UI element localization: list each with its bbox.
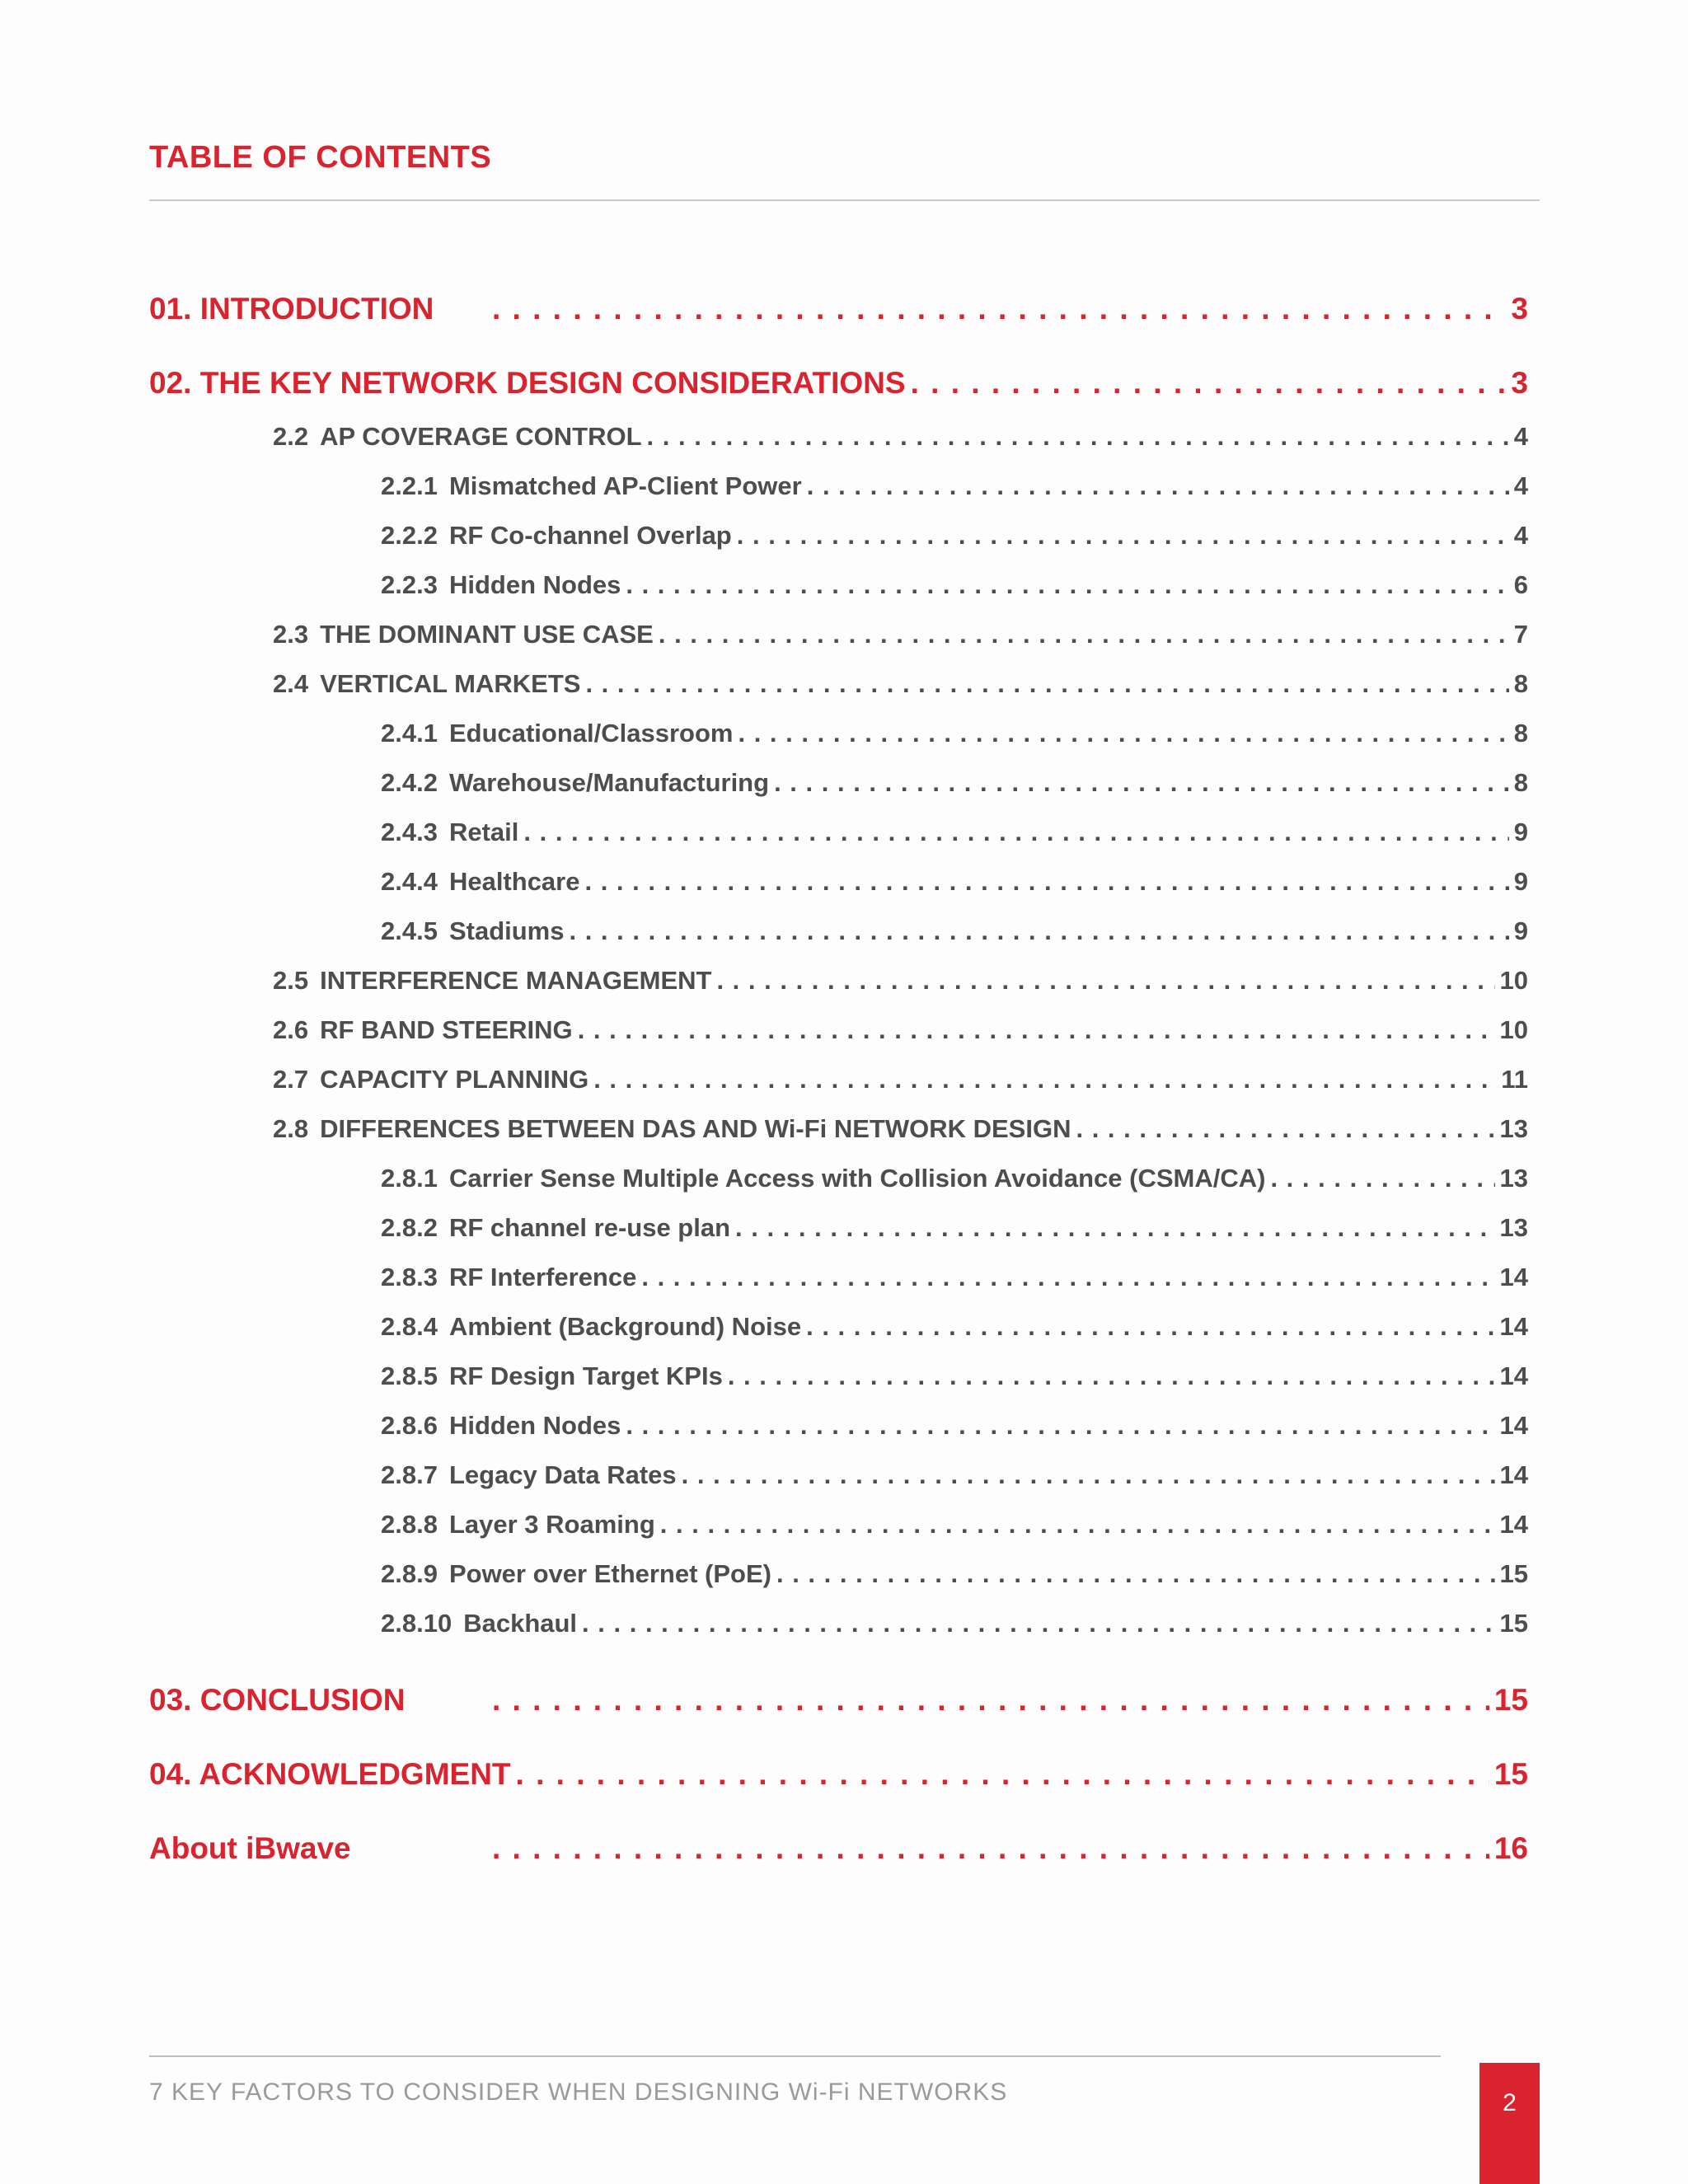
toc-entry-number: 2.4.5 xyxy=(381,916,438,945)
dot-leader xyxy=(682,1460,1495,1490)
toc-entry-2-2-1[interactable] xyxy=(381,471,1528,506)
toc-entry-number: 2.5 xyxy=(273,966,309,995)
dot-leader xyxy=(626,1411,1494,1441)
toc-entry-number: 02. THE KEY NETWORK DESIGN CONSIDERATIONS xyxy=(149,366,906,400)
toc-entry-number: 2.7 xyxy=(273,1065,309,1094)
footer-divider xyxy=(149,2055,1441,2057)
toc-entry-title: Layer 3 Roaming xyxy=(448,1510,655,1539)
toc-entry-title: RF Design Target KPIs xyxy=(448,1361,723,1390)
toc-entry-page: 3 xyxy=(1511,366,1528,400)
toc-entry-page: 14 xyxy=(1499,1411,1528,1440)
toc-entry-2-2-2[interactable] xyxy=(381,521,1528,555)
toc-entry-number: 2.8.3 xyxy=(381,1263,438,1291)
toc-entry-number: 2.4.4 xyxy=(381,867,438,896)
page-number: 2 xyxy=(1503,2089,1517,2116)
toc-entry-2-8-3[interactable] xyxy=(381,1263,1528,1297)
toc-entry-2-8-5[interactable] xyxy=(381,1361,1528,1396)
dot-leader xyxy=(584,867,1508,897)
dot-leader xyxy=(911,366,1507,401)
toc-entry-number: 2.8.10 xyxy=(381,1609,452,1638)
dot-leader xyxy=(776,1559,1495,1589)
toc-entry-title: RF Co-channel Overlap xyxy=(448,521,732,550)
toc-entry-number: 2.8.1 xyxy=(381,1164,438,1193)
toc-entry-title: Backhaul xyxy=(463,1609,578,1638)
toc-entry-2-4-4[interactable] xyxy=(381,867,1528,902)
toc-entry-title: AP COVERAGE CONTROL xyxy=(320,422,642,451)
dot-leader xyxy=(737,521,1509,551)
toc-entry-2-4-2[interactable] xyxy=(381,768,1528,803)
toc-entry-number: 03. CONCLUSION xyxy=(149,1683,406,1717)
toc-entry-conclusion[interactable] xyxy=(149,1683,1528,1722)
toc-entry-title: DIFFERENCES BETWEEN DAS AND Wi-Fi NETWORK DESIGN xyxy=(320,1114,1071,1143)
dot-leader xyxy=(582,1609,1494,1638)
toc-entry-2-8-4[interactable] xyxy=(381,1312,1528,1347)
dot-leader xyxy=(578,1015,1495,1045)
toc-entry-number: 2.4 xyxy=(273,669,309,698)
toc-entry-acknowledgment[interactable] xyxy=(149,1757,1528,1797)
toc-entry-page: 8 xyxy=(1513,669,1528,698)
toc-entry-number: 2.3 xyxy=(273,620,309,649)
toc-entry-2-8-10[interactable] xyxy=(381,1609,1528,1643)
toc-entry-2-8-1[interactable] xyxy=(381,1164,1528,1198)
dot-leader xyxy=(647,422,1509,452)
toc-entry-title: RF Interference xyxy=(448,1263,637,1291)
toc-entry-title: Stadiums xyxy=(448,916,565,945)
toc-entry-2-4-3[interactable] xyxy=(381,818,1528,852)
dot-leader xyxy=(585,669,1508,699)
dot-leader xyxy=(1270,1164,1494,1193)
toc-entry-introduction[interactable] xyxy=(149,292,1528,331)
dot-leader xyxy=(660,1510,1495,1540)
footer-document-title: 7 KEY FACTORS TO CONSIDER WHEN DESIGNING Wi-Fi NETWORKS xyxy=(149,2079,1008,2106)
dot-leader xyxy=(735,1213,1494,1243)
toc-entry-number: 2.4.1 xyxy=(381,719,438,748)
toc-entry-2-2-3[interactable] xyxy=(381,570,1528,605)
page-title: TABLE OF CONTENTS xyxy=(149,140,492,175)
toc-entry-page: 8 xyxy=(1513,768,1528,797)
toc-entry-page: 11 xyxy=(1501,1065,1528,1094)
toc-entry-title: THE DOMINANT USE CASE xyxy=(320,620,654,649)
toc-entry-title: Educational/Classroom xyxy=(448,719,734,748)
toc-entry-title: Ambient (Background) Noise xyxy=(448,1312,802,1341)
toc-entry-page: 14 xyxy=(1499,1510,1528,1539)
toc-entry-title: Warehouse/Manufacturing xyxy=(448,768,770,797)
toc-entry-2-7[interactable] xyxy=(273,1065,1528,1099)
toc-entry-page: 10 xyxy=(1499,966,1528,995)
toc-entry-number: About iBwave xyxy=(149,1831,351,1865)
toc-entry-number: 2.8 xyxy=(273,1114,309,1143)
toc-entry-page: 14 xyxy=(1499,1361,1528,1390)
toc-entry-title: Hidden Nodes xyxy=(448,570,621,599)
toc-entry-page: 13 xyxy=(1499,1114,1528,1143)
toc-entry-page: 7 xyxy=(1513,620,1528,649)
toc-entry-2-6[interactable] xyxy=(273,1015,1528,1050)
toc-entry-number: 2.8.8 xyxy=(381,1510,438,1539)
dot-leader xyxy=(626,570,1508,600)
dot-leader xyxy=(807,471,1509,501)
toc-entry-number: 2.2 xyxy=(273,422,309,451)
toc-entry-number: 2.6 xyxy=(273,1015,309,1044)
toc-entry-2-4-1[interactable] xyxy=(381,719,1528,753)
dot-leader xyxy=(593,1065,1496,1094)
toc-entry-page: 4 xyxy=(1513,521,1528,550)
page-number-badge xyxy=(1479,2063,1540,2184)
toc-entry-title: Healthcare xyxy=(448,867,580,896)
toc-entry-number: 2.2.2 xyxy=(381,521,438,550)
toc-entry-number: 2.4.3 xyxy=(381,818,438,846)
toc-entry-title: RF BAND STEERING xyxy=(320,1015,573,1044)
dot-leader xyxy=(728,1361,1495,1391)
toc-entry-number: 2.8.9 xyxy=(381,1559,438,1588)
toc-entry-title: Power over Ethernet (PoE) xyxy=(448,1559,771,1588)
toc-entry-number: 2.2.3 xyxy=(381,570,438,599)
toc-entry-page: 4 xyxy=(1513,471,1528,500)
dot-leader xyxy=(641,1263,1494,1292)
toc-entry-number: 2.8.5 xyxy=(381,1361,438,1390)
toc-entry-2-2[interactable] xyxy=(273,422,1528,457)
toc-entry-page: 15 xyxy=(1493,1757,1528,1791)
toc-entry-page: 9 xyxy=(1513,916,1528,945)
toc-entry-title: Legacy Data Rates xyxy=(448,1460,677,1489)
dot-leader xyxy=(1076,1114,1494,1144)
toc-entry-title: CAPACITY PLANNING xyxy=(320,1065,589,1094)
toc-entry-page: 13 xyxy=(1499,1164,1528,1193)
toc-entry-key-design-considerations[interactable] xyxy=(149,366,1528,405)
toc-entry-number: 2.8.7 xyxy=(381,1460,438,1489)
toc-entry-2-4-5[interactable] xyxy=(381,916,1528,951)
toc-entry-page: 14 xyxy=(1499,1460,1528,1489)
toc-entry-about-ibwave[interactable] xyxy=(149,1831,1528,1871)
toc-entry-page: 14 xyxy=(1499,1263,1528,1291)
dot-leader xyxy=(659,620,1509,649)
toc-entry-number: 2.8.6 xyxy=(381,1411,438,1440)
dot-leader xyxy=(774,768,1509,798)
dot-leader xyxy=(492,292,1506,326)
toc-entry-page: 8 xyxy=(1513,719,1528,748)
toc-entry-page: 9 xyxy=(1513,867,1528,896)
dot-leader xyxy=(492,1831,1489,1866)
toc-entry-page: 13 xyxy=(1499,1213,1528,1242)
toc-entry-2-8-6[interactable] xyxy=(381,1411,1528,1446)
toc-entry-title: Hidden Nodes xyxy=(448,1411,621,1440)
toc-entry-page: 10 xyxy=(1499,1015,1528,1044)
toc-entry-title: VERTICAL MARKETS xyxy=(320,669,581,698)
toc-entry-page: 14 xyxy=(1499,1312,1528,1341)
toc-entry-page: 15 xyxy=(1499,1559,1528,1588)
toc-entry-page: 3 xyxy=(1511,292,1528,326)
dot-leader xyxy=(516,1757,1489,1792)
toc-entry-title: Carrier Sense Multiple Access with Collision Avoidance (CSMA/CA) xyxy=(448,1164,1266,1193)
toc-entry-2-8-7[interactable] xyxy=(381,1460,1528,1495)
toc-entry-title: Retail xyxy=(448,818,519,846)
toc-entry-page: 15 xyxy=(1499,1609,1528,1638)
toc-entry-page: 6 xyxy=(1513,570,1528,599)
toc-entry-number: 2.2.1 xyxy=(381,471,438,500)
toc-entry-page: 16 xyxy=(1493,1831,1528,1865)
dot-leader xyxy=(492,1683,1489,1718)
dot-leader xyxy=(716,966,1494,996)
toc-entry-title: RF channel re-use plan xyxy=(448,1213,731,1242)
toc-entry-2-5[interactable] xyxy=(273,966,1528,1001)
dot-leader xyxy=(523,818,1508,847)
toc-entry-number: 2.8.2 xyxy=(381,1213,438,1242)
toc-entry-2-8-8[interactable] xyxy=(381,1510,1528,1544)
toc-entry-page: 4 xyxy=(1513,422,1528,451)
dot-leader xyxy=(806,1312,1494,1342)
toc-entry-2-8-2[interactable] xyxy=(381,1213,1528,1248)
toc-entry-number: 2.8.4 xyxy=(381,1312,438,1341)
toc-entry-title: Mismatched AP-Client Power xyxy=(448,471,802,500)
toc-entry-page: 15 xyxy=(1493,1683,1528,1717)
toc-entry-2-8[interactable] xyxy=(273,1114,1528,1149)
dot-leader xyxy=(569,916,1508,946)
toc-entry-number: 01. INTRODUCTION xyxy=(149,292,434,326)
dot-leader xyxy=(738,719,1508,748)
toc-entry-2-4[interactable] xyxy=(273,669,1528,704)
toc-entry-number: 04. ACKNOWLEDGMENT xyxy=(149,1757,511,1791)
toc-entry-title: INTERFERENCE MANAGEMENT xyxy=(320,966,712,995)
toc-entry-2-8-9[interactable] xyxy=(381,1559,1528,1594)
toc-entry-page: 9 xyxy=(1513,818,1528,846)
toc-entry-2-3[interactable] xyxy=(273,620,1528,654)
toc-entry-number: 2.4.2 xyxy=(381,768,438,797)
